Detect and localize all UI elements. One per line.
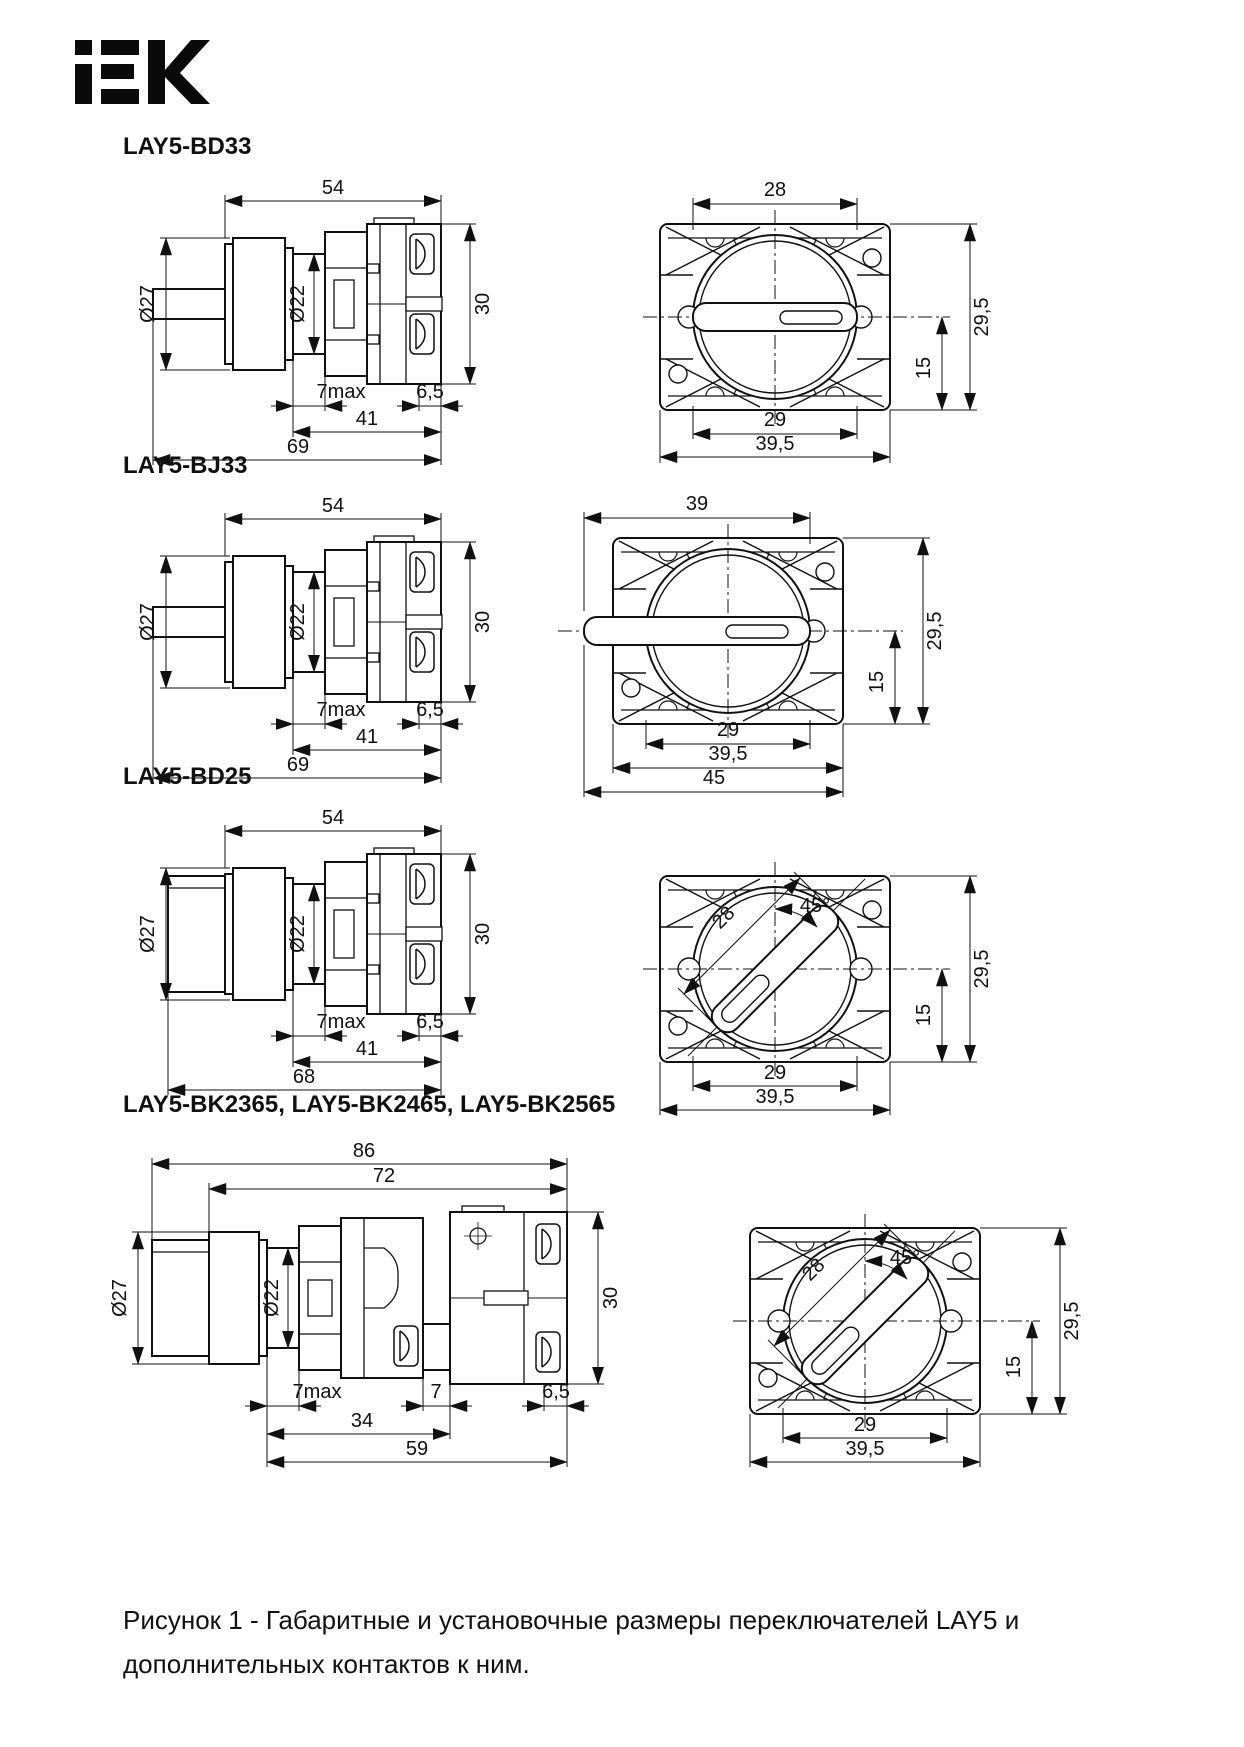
dim-label: 6,5 — [416, 699, 444, 721]
dim-label: 30 — [472, 292, 494, 316]
dim-label: 29 — [716, 719, 740, 741]
dim-label: 6,5 — [416, 381, 444, 403]
dim-label: 39,5 — [755, 1086, 795, 1108]
bd33-front-view — [545, 162, 1015, 472]
dim-label: 39,5 — [708, 743, 748, 765]
dim-label: 86 — [352, 1140, 376, 1162]
dim-label: 28 — [708, 902, 740, 934]
bd33-side-view — [108, 168, 518, 468]
iek-logo-glyphs — [75, 40, 210, 104]
dim-label: 54 — [321, 495, 345, 517]
dim-label: 41 — [355, 408, 379, 430]
dim-label: 54 — [321, 177, 345, 199]
dim-label: 30 — [472, 610, 494, 634]
dim-label: 69 — [286, 436, 310, 458]
bj33-front-view — [498, 476, 968, 806]
dim-label: 29 — [763, 409, 787, 431]
dim-label: 7max — [316, 381, 366, 403]
dim-label: Ø22 — [261, 1279, 283, 1317]
dim-label: 6,5 — [542, 1381, 570, 1403]
dim-label: Ø27 — [137, 915, 159, 953]
dim-label: Ø27 — [137, 603, 159, 641]
dim-label: 28 — [798, 1254, 830, 1286]
dim-label: 7max — [316, 1011, 366, 1033]
dim-label: 45 — [702, 767, 726, 789]
angle-label: 45° — [799, 895, 831, 917]
dim-label: 29 — [853, 1414, 877, 1436]
dim-label: 59 — [405, 1438, 429, 1460]
bk-front-view — [610, 1140, 1090, 1485]
dim-label: 7 — [430, 1381, 442, 1403]
dim-label: 39,5 — [845, 1438, 885, 1460]
dim-label: 29 — [763, 1062, 787, 1084]
dim-label: Ø22 — [287, 285, 309, 323]
dim-label: Ø22 — [287, 915, 309, 953]
dim-label: 30 — [472, 922, 494, 946]
section-title-bj33: LAY5-BJ33 — [123, 452, 248, 479]
dim-label: Ø22 — [287, 603, 309, 641]
dim-label: 15 — [913, 1003, 935, 1027]
figure-caption: Рисунок 1 - Габаритные и установочные размеры переключателей LAY5 и дополнительных контактов к ним. — [123, 1605, 1020, 1679]
dim-label: 29,5 — [971, 949, 993, 989]
dim-label: 15 — [1003, 1355, 1025, 1379]
dim-label: 29,5 — [1061, 1301, 1083, 1341]
bd25-side-view — [108, 798, 518, 1098]
bj33-side-view — [108, 486, 518, 786]
iek-logo — [75, 40, 210, 104]
angle-label: 45° — [889, 1247, 921, 1269]
dim-label: 29,5 — [971, 297, 993, 337]
dim-label: 6,5 — [416, 1011, 444, 1033]
dim-label: Ø27 — [137, 285, 159, 323]
dim-label: 28 — [763, 179, 787, 201]
dim-label: 39 — [685, 493, 709, 515]
dim-label: 68 — [292, 1066, 316, 1088]
dim-label: 69 — [286, 754, 310, 776]
dim-label: 29,5 — [924, 611, 946, 651]
dim-label: Ø27 — [109, 1279, 131, 1317]
bk-side-view — [109, 1128, 632, 1473]
dim-label: 15 — [913, 356, 935, 380]
dim-label: 72 — [372, 1165, 396, 1187]
dim-label: 54 — [321, 807, 345, 829]
section-title-bk: LAY5-BK2365, LAY5-BK2465, LAY5-BK2565 — [123, 1091, 616, 1118]
section-title-bd25: LAY5-BD25 — [123, 763, 252, 790]
dim-label: 41 — [355, 1038, 379, 1060]
section-title-bd33: LAY5-BD33 — [123, 133, 252, 160]
dim-label: 15 — [866, 670, 888, 694]
dim-label: 30 — [600, 1286, 622, 1310]
dim-label: 39,5 — [755, 433, 795, 455]
dim-label: 41 — [355, 726, 379, 748]
dim-label: 34 — [350, 1410, 374, 1432]
bd25-front-view — [520, 788, 1000, 1133]
dim-label: 7max — [316, 699, 366, 721]
dim-label: 7max — [292, 1381, 342, 1403]
